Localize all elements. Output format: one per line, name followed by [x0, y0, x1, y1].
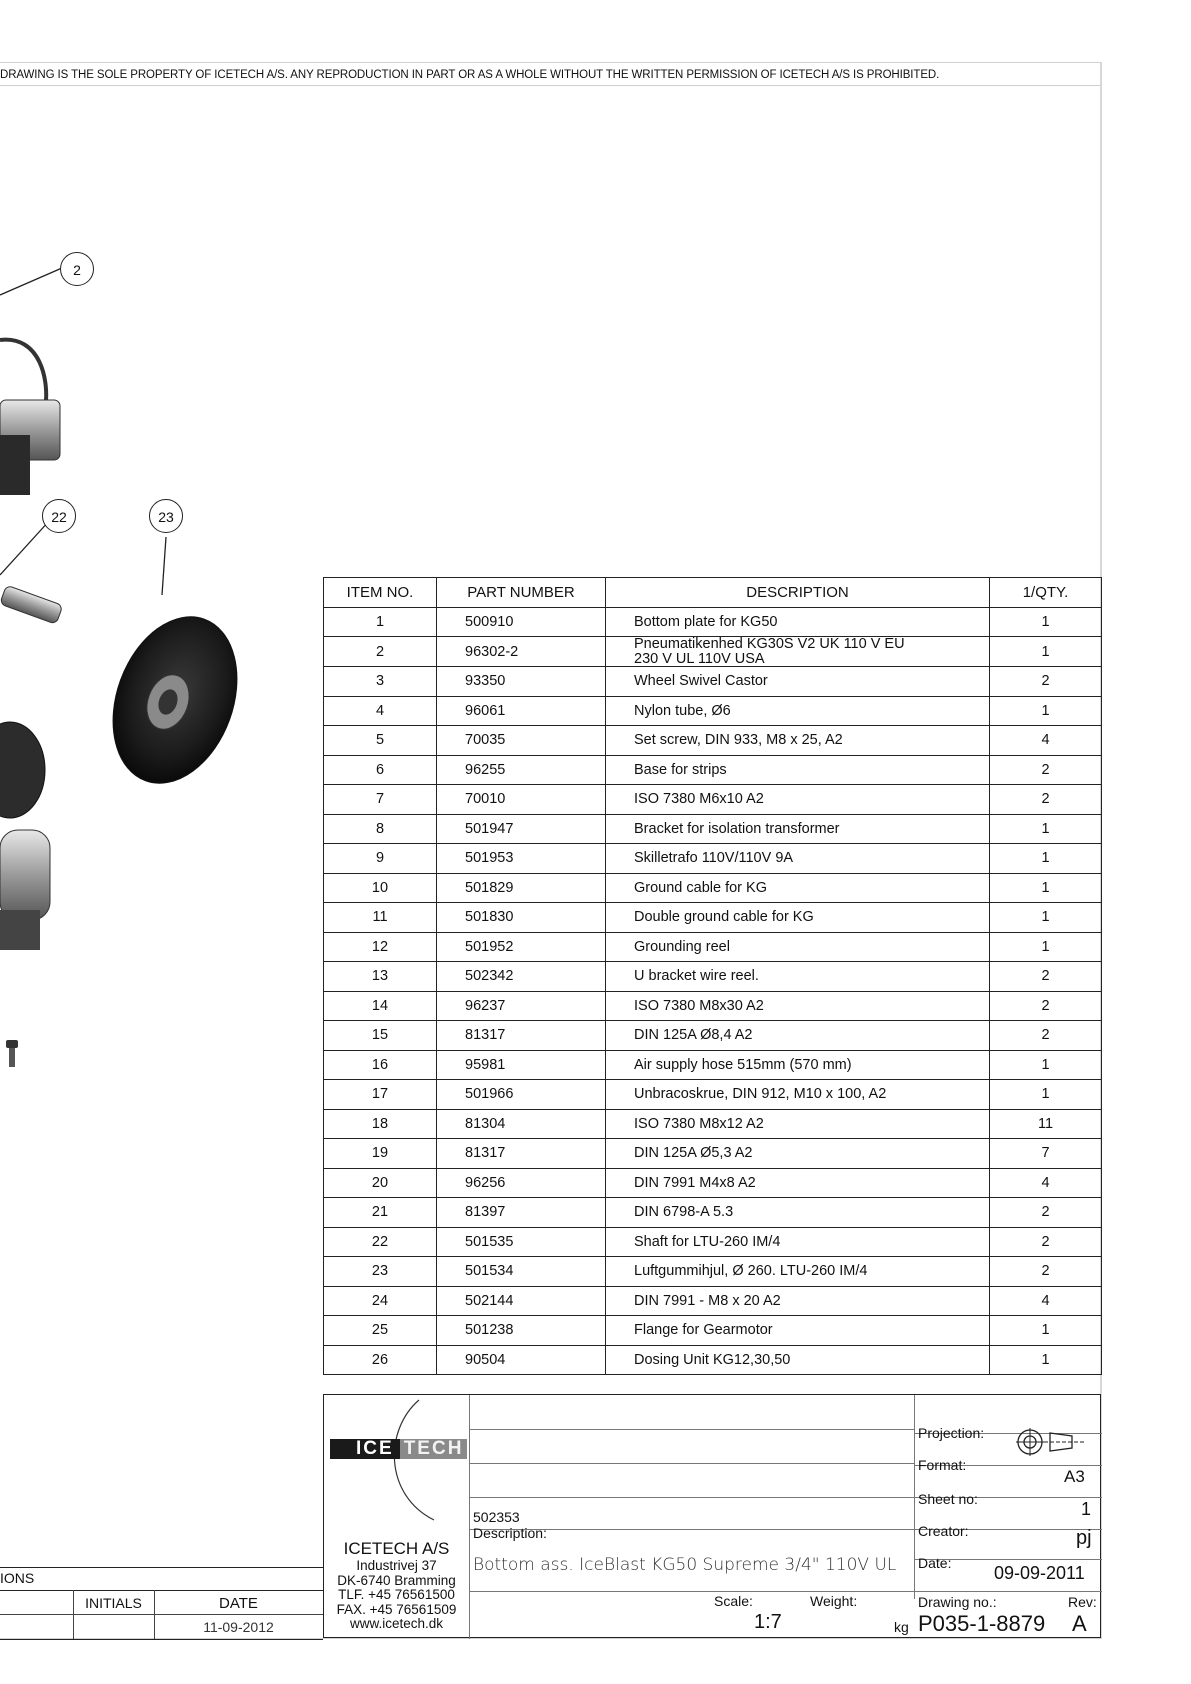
bom-description: Double ground cable for KG [606, 903, 990, 933]
creator-label: Creator: [918, 1523, 969, 1539]
bom-description: U bracket wire reel. [606, 962, 990, 992]
tb-divider [469, 1429, 914, 1430]
bom-part-number: 93350 [437, 667, 606, 697]
bom-item-no: 19 [324, 1139, 437, 1169]
bom-row [324, 1021, 1102, 1051]
bom-description: DIN 125A Ø5,3 A2 [606, 1139, 990, 1169]
bom-description: Nylon tube, Ø6 [606, 696, 990, 726]
bom-qty: 1 [990, 637, 1102, 667]
bom-description: Wheel Swivel Castor [606, 667, 990, 697]
part-number: 502353 [473, 1509, 520, 1525]
initials-header: INITIALS [85, 1595, 142, 1611]
drawing-no-label: Drawing no.: [918, 1594, 997, 1610]
revision-table [0, 1567, 323, 1640]
bom-header-row [324, 578, 1102, 608]
bom-row [324, 1050, 1102, 1080]
date-value: 09-09-2011 [994, 1563, 1085, 1583]
bom-qty: 2 [990, 1198, 1102, 1228]
bom-part-number: 501535 [437, 1227, 606, 1257]
tb-divider [469, 1463, 914, 1464]
bom-part-number: 502342 [437, 962, 606, 992]
bom-row [324, 1080, 1102, 1110]
balloon-2: 2 [60, 252, 94, 286]
bom-row [324, 637, 1102, 667]
bom-row [324, 873, 1102, 903]
bom-item-no: 15 [324, 1021, 437, 1051]
logo-ice: ICE [330, 1439, 400, 1459]
bom-qty: 2 [990, 1227, 1102, 1257]
bom-part-number: 500910 [437, 607, 606, 637]
bom-description: ISO 7380 M6x10 A2 [606, 785, 990, 815]
bom-part-number: 501966 [437, 1080, 606, 1110]
bom-description: Pneumatikenhed KG30S V2 UK 110 V EU 230 V UL 110V USA [606, 637, 990, 667]
bom-part-number: 96302-2 [437, 637, 606, 667]
address-line: FAX. +45 76561509 [336, 1601, 457, 1617]
bom-part-number: 81317 [437, 1139, 606, 1169]
bom-row [324, 903, 1102, 933]
tb-divider [469, 1591, 1102, 1592]
creator-value: pj [1076, 1527, 1092, 1549]
bom-table [323, 577, 1102, 1375]
bom-part-number: 81317 [437, 1021, 606, 1051]
bom-header-part: PART NUMBER [437, 578, 606, 608]
rev-value: A [1072, 1611, 1087, 1636]
bom-qty: 7 [990, 1139, 1102, 1169]
bom-row [324, 1139, 1102, 1169]
title-block [323, 1394, 1101, 1638]
bom-qty: 4 [990, 1168, 1102, 1198]
bom-row [324, 814, 1102, 844]
bom-item-no: 8 [324, 814, 437, 844]
tb-divider [469, 1529, 1102, 1530]
bom-description: Dosing Unit KG12,30,50 [606, 1345, 990, 1375]
bom-row [324, 844, 1102, 874]
bom-row [324, 1198, 1102, 1228]
bom-qty: 2 [990, 991, 1102, 1021]
bom-part-number: 502144 [437, 1286, 606, 1316]
bom-part-number: 81304 [437, 1109, 606, 1139]
bom-part-number: 501953 [437, 844, 606, 874]
bom-qty: 1 [990, 696, 1102, 726]
bom-item-no: 26 [324, 1345, 437, 1375]
format-label: Format: [918, 1457, 967, 1473]
bom-row [324, 696, 1102, 726]
bom-part-number: 501947 [437, 814, 606, 844]
bom-part-number: 501534 [437, 1257, 606, 1287]
bom-description: Luftgummihjul, Ø 260. LTU-260 IM/4 [606, 1257, 990, 1287]
bom-row [324, 932, 1102, 962]
bom-description: Bracket for isolation transformer [606, 814, 990, 844]
bom-qty: 1 [990, 903, 1102, 933]
bom-part-number: 70010 [437, 785, 606, 815]
projection-label: Projection: [918, 1425, 985, 1441]
bom-row [324, 1109, 1102, 1139]
tb-divider [469, 1395, 470, 1639]
bom-part-number: 90504 [437, 1345, 606, 1375]
bom-item-no: 2 [324, 637, 437, 667]
weight-unit: kg [894, 1619, 909, 1635]
bom-row [324, 1168, 1102, 1198]
bom-row [324, 1257, 1102, 1287]
company-logo [330, 1439, 466, 1459]
bom-item-no: 17 [324, 1080, 437, 1110]
bom-description: Flange for Gearmotor [606, 1316, 990, 1346]
bom-qty: 1 [990, 814, 1102, 844]
bom-row [324, 785, 1102, 815]
bom-row [324, 607, 1102, 637]
company-name: ICETECH A/S [343, 1539, 450, 1558]
tb-divider [469, 1497, 914, 1498]
balloon-22: 22 [42, 499, 76, 533]
bom-qty: 4 [990, 1286, 1102, 1316]
bom-item-no: 1 [324, 607, 437, 637]
bom-header-description: DESCRIPTION [606, 578, 990, 608]
projection-icon [1014, 1425, 1094, 1459]
date-header: DATE [219, 1595, 258, 1612]
bom-description: DIN 7991 M4x8 A2 [606, 1168, 990, 1198]
address-line: Industrivej 37 [356, 1558, 437, 1573]
bom-description: Base for strips [606, 755, 990, 785]
bom-qty: 2 [990, 1257, 1102, 1287]
bom-qty: 2 [990, 755, 1102, 785]
format-value: A3 [1064, 1467, 1085, 1486]
bom-description: DIN 6798-A 5.3 [606, 1198, 990, 1228]
bom-qty: 1 [990, 1345, 1102, 1375]
bom-part-number: 96061 [437, 696, 606, 726]
bom-part-number: 501830 [437, 903, 606, 933]
bom-item-no: 23 [324, 1257, 437, 1287]
bom-description: DIN 7991 - M8 x 20 A2 [606, 1286, 990, 1316]
bom-description: Grounding reel [606, 932, 990, 962]
description-label: Description: [473, 1525, 547, 1541]
bom-item-no: 11 [324, 903, 437, 933]
bom-qty: 1 [990, 844, 1102, 874]
bom-part-number: 96256 [437, 1168, 606, 1198]
bom-row [324, 726, 1102, 756]
bom-row [324, 991, 1102, 1021]
bom-part-number: 501238 [437, 1316, 606, 1346]
assembly-drawing [0, 90, 320, 1090]
bom-item-no: 12 [324, 932, 437, 962]
bom-part-number: 96255 [437, 755, 606, 785]
bom-part-number: 70035 [437, 726, 606, 756]
logo-tech: TECH [400, 1439, 468, 1459]
bom-item-no: 25 [324, 1316, 437, 1346]
bom-row [324, 962, 1102, 992]
bom-header-item: ITEM NO. [324, 578, 437, 608]
sheet-value: 1 [1081, 1499, 1092, 1519]
bom-description: Set screw, DIN 933, M8 x 25, A2 [606, 726, 990, 756]
bom-qty: 11 [990, 1109, 1102, 1139]
drawing-number: P035-1-8879 [918, 1611, 1046, 1636]
bom-description: Skilletrafo 110V/110V 9A [606, 844, 990, 874]
bom-header-qty: 1/QTY. [990, 578, 1102, 608]
bom-qty: 1 [990, 873, 1102, 903]
bom-item-no: 7 [324, 785, 437, 815]
bom-qty: 4 [990, 726, 1102, 756]
bom-row [324, 1286, 1102, 1316]
bom-description: Ground cable for KG [606, 873, 990, 903]
bom-item-no: 9 [324, 844, 437, 874]
revision-date: 11-09-2012 [203, 1619, 274, 1635]
bom-qty: 2 [990, 962, 1102, 992]
bom-part-number: 81397 [437, 1198, 606, 1228]
bom-qty: 1 [990, 932, 1102, 962]
bom-item-no: 18 [324, 1109, 437, 1139]
bom-row [324, 1316, 1102, 1346]
bom-description: Bottom plate for KG50 [606, 607, 990, 637]
drawing-description: Bottom ass. IceBlast KG50 Supreme 3/4" 110V UL [473, 1555, 897, 1575]
bom-item-no: 4 [324, 696, 437, 726]
company-address [324, 1559, 469, 1632]
bom-item-no: 21 [324, 1198, 437, 1228]
rev-divider [0, 1590, 323, 1591]
bom-row [324, 1227, 1102, 1257]
date-label: Date: [918, 1555, 952, 1571]
rev-divider [0, 1614, 323, 1615]
bom-description: Unbracoskrue, DIN 912, M10 x 100, A2 [606, 1080, 990, 1110]
bom-item-no: 20 [324, 1168, 437, 1198]
bom-body [324, 607, 1102, 1375]
bom-qty: 1 [990, 607, 1102, 637]
bom-row [324, 1345, 1102, 1375]
bom-item-no: 3 [324, 667, 437, 697]
address-line: www.icetech.dk [349, 1616, 444, 1631]
rev-label: Rev: [1068, 1594, 1097, 1610]
bom-qty: 1 [990, 1316, 1102, 1346]
bom-part-number: 96237 [437, 991, 606, 1021]
address-line: DK-6740 Bramming [337, 1572, 456, 1588]
bom-description: ISO 7380 M8x12 A2 [606, 1109, 990, 1139]
bom-description: Shaft for LTU-260 IM/4 [606, 1227, 990, 1257]
bom-part-number: 95981 [437, 1050, 606, 1080]
logo-arc [364, 1395, 454, 1535]
bom-part-number: 501829 [437, 873, 606, 903]
copyright-notice: DRAWING IS THE SOLE PROPERTY OF ICETECH A/S. ANY REPRODUCTION IN PART OR AS A WHOLE WITHOUT THE WRITTEN PERMISSION OF ICETECH A/S IS PROHIBITED. [0, 69, 1100, 86]
bom-row [324, 667, 1102, 697]
balloon-23: 23 [149, 499, 183, 533]
bom-qty: 2 [990, 785, 1102, 815]
bom-qty: 1 [990, 1080, 1102, 1110]
bom-item-no: 13 [324, 962, 437, 992]
bom-item-no: 10 [324, 873, 437, 903]
bom-description: DIN 125A Ø8,4 A2 [606, 1021, 990, 1051]
scale-value: 1:7 [754, 1611, 782, 1633]
bom-item-no: 16 [324, 1050, 437, 1080]
bom-qty: 2 [990, 667, 1102, 697]
sheet-label: Sheet no: [918, 1491, 978, 1507]
bom-description: ISO 7380 M8x30 A2 [606, 991, 990, 1021]
bom-row [324, 755, 1102, 785]
bom-item-no: 6 [324, 755, 437, 785]
address-line: TLF. +45 76561500 [338, 1587, 455, 1602]
frame-top-border [0, 62, 1101, 63]
bom-description: Air supply hose 515mm (570 mm) [606, 1050, 990, 1080]
weight-label: Weight: [810, 1593, 858, 1609]
revisions-title: IONS [0, 1570, 35, 1586]
bom-qty: 1 [990, 1050, 1102, 1080]
bom-item-no: 24 [324, 1286, 437, 1316]
bom-qty: 2 [990, 1021, 1102, 1051]
bom-item-no: 14 [324, 991, 437, 1021]
bom-item-no: 5 [324, 726, 437, 756]
scale-label: Scale: [714, 1593, 753, 1609]
bom-item-no: 22 [324, 1227, 437, 1257]
bom-part-number: 501952 [437, 932, 606, 962]
